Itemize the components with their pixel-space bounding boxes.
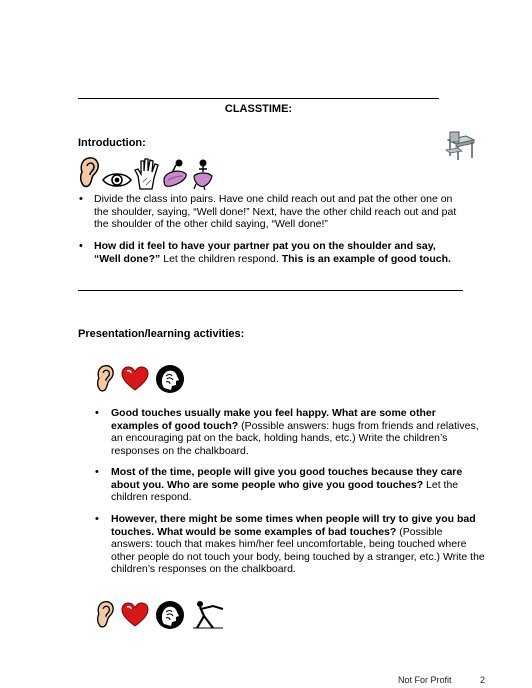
presentation-bullet-3 (111, 513, 487, 576)
presentation-bullet-marker-3: • (95, 513, 99, 525)
text-run: Divide the class into pairs. Have one child reach out and pat the other one on the shoulder, saying, “Well done!” Next, have the other child reach out and pat the shoulder of the other child saying, “Well done!” (94, 193, 457, 231)
ear-icon (95, 600, 115, 630)
text-run: Most of the time, people will give you good touches because they care about you. Who are some people who give you good touches? (111, 466, 463, 491)
intro-bullet-2 (94, 240, 454, 265)
introduction-heading: Introduction: (78, 137, 146, 149)
intro-bullet-marker-1: • (79, 193, 83, 205)
text-run: Let the children respond. (111, 478, 459, 504)
stretching-person-icon (191, 600, 225, 630)
intro-bullet-1 (94, 193, 464, 231)
text-run: How did it feel to have your partner pat you on the shoulder and say, “Well done?” (94, 240, 436, 265)
top-rule (78, 98, 439, 99)
text-run: However, there might be some times when people will try to give you bad touches. What would be some examples of bad touches? (111, 513, 476, 538)
text-run: (Possible answers: touch that makes him/her feel uncomfortable, being touched where other people do not touch your body, being touched by a stranger, etc.) Write the children’s responses on the chalkboard. (111, 525, 485, 576)
footer-label: Not For Profit (398, 675, 452, 685)
nose-icon (190, 158, 216, 190)
presentation-bullet-marker-1: • (95, 407, 99, 419)
middle-rule (78, 290, 463, 291)
heart-icon (121, 366, 149, 392)
page-title: CLASSTIME: (224, 103, 293, 115)
presentation-heading: Presentation/learning activities: (78, 328, 245, 340)
presentation-bullet-marker-2: • (95, 466, 99, 478)
senses-icons (78, 156, 216, 190)
intro-bullet-marker-2: • (79, 240, 83, 252)
heart-icon (121, 602, 149, 628)
head-thinking-icon (155, 600, 185, 630)
text-run: Let the children respond. (163, 252, 282, 265)
head-thinking-icon (155, 364, 185, 394)
eye-icon (102, 170, 132, 190)
ear-icon (95, 364, 115, 394)
page-number: 2 (480, 675, 486, 685)
hand-icon (134, 156, 160, 190)
text-run: (Possible answers: hugs from friends and relatives, an encouraging pat on the back, holding hands, etc.) Write the children’s responses on the chalkboard. (111, 419, 479, 457)
text-run: Good touches usually make you feel happy. What are some other examples of good touch? (111, 407, 436, 432)
text-run: This is an example of good touch. (281, 252, 451, 265)
presentation-bullet-2 (111, 466, 471, 504)
tongue-icon (162, 158, 188, 190)
ear-icon (78, 156, 100, 190)
presentation-icons-top (95, 364, 185, 394)
presentation-bullet-1 (111, 407, 481, 457)
desk-chair-icon (444, 130, 480, 162)
presentation-icons-bottom (95, 600, 225, 630)
